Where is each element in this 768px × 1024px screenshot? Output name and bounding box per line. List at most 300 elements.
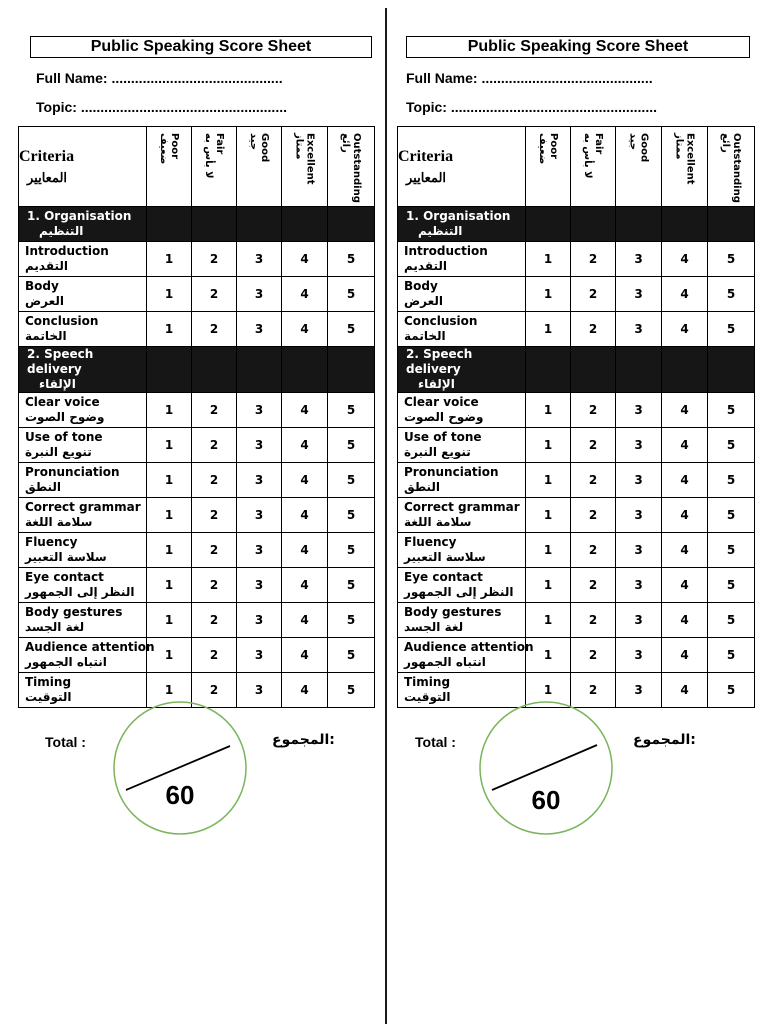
rating-label-ar: لا بأس به: [203, 133, 214, 179]
criterion-label-ar: التقديم: [404, 259, 448, 273]
score-option[interactable]: 2: [192, 603, 237, 638]
criterion-label-en: Pronunciation: [404, 465, 499, 479]
score-option[interactable]: 5: [328, 603, 375, 638]
criterion-label-en: Body gestures: [404, 605, 502, 619]
score-option[interactable]: 3: [616, 568, 662, 603]
score-option[interactable]: 3: [237, 568, 282, 603]
rating-label-en: Poor: [548, 133, 559, 160]
section-blank-cell: [192, 207, 237, 242]
score-option[interactable]: 4: [662, 603, 708, 638]
criterion-label-ar: العرض: [404, 294, 443, 308]
criteria-header: [19, 127, 147, 207]
score-option[interactable]: 1: [147, 568, 192, 603]
score-option[interactable]: 4: [282, 498, 328, 533]
criterion-row: [19, 603, 375, 638]
section-blank-cell: [237, 347, 282, 393]
section-title: [19, 207, 147, 242]
criterion-row: [398, 312, 755, 347]
score-option[interactable]: 5: [708, 533, 755, 568]
criterion-label-ar: الخاتمة: [25, 329, 67, 343]
score-option[interactable]: 4: [662, 498, 708, 533]
score-option[interactable]: 5: [328, 638, 375, 673]
criterion-label: [398, 463, 526, 498]
score-option[interactable]: 3: [616, 638, 662, 673]
total-score-circle[interactable]: [478, 700, 614, 836]
criterion-label-en: Eye contact: [25, 570, 104, 584]
score-option[interactable]: 3: [237, 463, 282, 498]
page-divider: [385, 8, 387, 1024]
section-blank-cell: [237, 207, 282, 242]
criterion-label: [19, 603, 147, 638]
score-option[interactable]: 5: [708, 638, 755, 673]
score-option[interactable]: 1: [526, 638, 571, 673]
criterion-label: [19, 498, 147, 533]
score-sheet-right: [388, 0, 768, 1024]
criterion-row: [398, 638, 755, 673]
score-option[interactable]: 4: [662, 638, 708, 673]
section-blank-cell: [662, 207, 708, 242]
score-option[interactable]: 5: [328, 277, 375, 312]
rating-label-en: Poor: [169, 133, 180, 160]
score-option[interactable]: 2: [571, 242, 616, 277]
rating-label-en: Fair: [214, 133, 225, 155]
criterion-label-ar: انتباه الجمهور: [25, 655, 107, 669]
score-option[interactable]: 2: [192, 568, 237, 603]
criterion-label-en: Use of tone: [404, 430, 482, 444]
criterion-row: [398, 242, 755, 277]
rating-header-poor: [526, 127, 571, 207]
score-option[interactable]: 1: [147, 312, 192, 347]
section-row: [19, 207, 375, 242]
criterion-label-en: Pronunciation: [25, 465, 120, 479]
score-option[interactable]: 2: [571, 498, 616, 533]
score-option[interactable]: 5: [708, 603, 755, 638]
score-option[interactable]: 2: [571, 312, 616, 347]
score-option[interactable]: 4: [662, 533, 708, 568]
rating-header-good: [616, 127, 662, 207]
total-label: Total :: [45, 734, 86, 750]
section-title-en: 2. Speech delivery: [27, 347, 94, 376]
score-option[interactable]: 1: [147, 428, 192, 463]
total-label-ar: المجموع:: [272, 732, 335, 748]
score-option[interactable]: 3: [616, 603, 662, 638]
score-option[interactable]: 4: [662, 673, 708, 708]
rating-label-ar: ممتاز: [293, 133, 305, 160]
criterion-label-en: Timing: [25, 675, 72, 689]
score-option[interactable]: 1: [147, 673, 192, 708]
criterion-label-ar: الخاتمة: [404, 329, 446, 343]
criterion-row: [398, 277, 755, 312]
criterion-label-ar: انتباه الجمهور: [404, 655, 486, 669]
criteria-header-ar: المعايير: [27, 169, 68, 185]
score-option[interactable]: 4: [282, 242, 328, 277]
score-option[interactable]: 2: [192, 393, 237, 428]
table-header-row: [398, 127, 755, 207]
rating-label-ar: ضعيف: [537, 133, 548, 165]
score-option[interactable]: 3: [237, 242, 282, 277]
criterion-label-ar: التقديم: [25, 259, 69, 273]
score-option[interactable]: 1: [526, 498, 571, 533]
score-option[interactable]: 3: [237, 393, 282, 428]
criterion-label-en: Introduction: [404, 244, 488, 258]
score-option[interactable]: 1: [526, 673, 571, 708]
section-blank-cell: [571, 347, 616, 393]
score-option[interactable]: 5: [708, 498, 755, 533]
score-option[interactable]: 4: [662, 393, 708, 428]
criteria-header-en: Criteria: [19, 147, 75, 165]
criterion-label-en: Audience attention: [25, 640, 155, 654]
score-option[interactable]: 1: [526, 533, 571, 568]
score-option[interactable]: 5: [708, 393, 755, 428]
score-option[interactable]: 3: [616, 277, 662, 312]
score-option[interactable]: 3: [616, 463, 662, 498]
criterion-row: [19, 312, 375, 347]
criterion-label: [19, 312, 147, 347]
score-option[interactable]: 5: [328, 673, 375, 708]
criteria-table: [397, 126, 755, 708]
section-blank-cell: [708, 207, 755, 242]
criterion-label-ar: تنويع النبرة: [404, 445, 471, 459]
score-option[interactable]: 5: [708, 242, 755, 277]
score-option[interactable]: 3: [616, 673, 662, 708]
criterion-row: [398, 603, 755, 638]
score-option[interactable]: 1: [526, 277, 571, 312]
score-option[interactable]: 3: [616, 428, 662, 463]
score-option[interactable]: 4: [662, 463, 708, 498]
sheet-title: Public Speaking Score Sheet: [406, 36, 750, 58]
section-title-en: 2. Speech delivery: [406, 347, 473, 376]
rating-label-en: Good: [638, 133, 650, 163]
score-option[interactable]: 1: [147, 498, 192, 533]
rating-header-excellent: [282, 127, 328, 207]
criterion-label-ar: العرض: [25, 294, 64, 308]
criterion-label-en: Conclusion: [25, 314, 99, 328]
score-option[interactable]: 3: [616, 498, 662, 533]
section-blank-cell: [147, 207, 192, 242]
score-option[interactable]: 4: [282, 463, 328, 498]
criterion-label: [19, 533, 147, 568]
criteria-header-en: Criteria: [398, 147, 454, 165]
score-option[interactable]: 2: [571, 603, 616, 638]
rating-header-fair: [571, 127, 616, 207]
total-score-svg: [478, 700, 614, 836]
score-option[interactable]: 4: [282, 428, 328, 463]
criterion-label: [398, 533, 526, 568]
total-label-ar: المجموع:: [633, 732, 696, 748]
criterion-label: [398, 638, 534, 673]
criterion-row: [19, 463, 375, 498]
criterion-label: [398, 277, 526, 312]
rating-label-en: Excellent: [304, 133, 316, 185]
score-option[interactable]: 2: [571, 533, 616, 568]
score-option[interactable]: 2: [571, 673, 616, 708]
criterion-label: [19, 428, 147, 463]
section-row: [398, 207, 755, 242]
score-option[interactable]: 4: [282, 673, 328, 708]
score-option[interactable]: 5: [328, 428, 375, 463]
rating-label-ar: جيد: [627, 133, 639, 151]
score-option[interactable]: 4: [282, 568, 328, 603]
criterion-row: [398, 463, 755, 498]
criterion-label: [398, 568, 526, 603]
criterion-label-ar: وضوح الصوت: [25, 410, 105, 424]
score-option[interactable]: 4: [662, 242, 708, 277]
score-option[interactable]: 1: [526, 312, 571, 347]
score-option[interactable]: 3: [237, 673, 282, 708]
rating-label-en: Excellent: [684, 133, 696, 185]
score-option[interactable]: 3: [616, 393, 662, 428]
criterion-row: [19, 568, 375, 603]
rating-label-ar: جيد: [248, 133, 259, 151]
criterion-label-ar: لغة الجسد: [25, 620, 85, 634]
score-option[interactable]: 5: [708, 277, 755, 312]
score-option[interactable]: 5: [708, 673, 755, 708]
full-name-field[interactable]: Full Name: ............................................: [36, 70, 283, 86]
score-option[interactable]: 3: [237, 312, 282, 347]
score-option[interactable]: 4: [282, 393, 328, 428]
criterion-row: [19, 242, 375, 277]
rating-label-ar: لا بأس به: [582, 133, 593, 179]
rating-label-en: Outstanding: [731, 133, 742, 203]
section-title-ar: التنظيم: [418, 224, 463, 238]
score-option[interactable]: 1: [147, 393, 192, 428]
section-title-ar: الإلقاء: [418, 377, 455, 391]
rating-header-excellent: [662, 127, 708, 207]
criterion-row: [19, 638, 375, 673]
score-option[interactable]: 3: [237, 428, 282, 463]
score-option[interactable]: 1: [526, 242, 571, 277]
score-option[interactable]: 1: [147, 603, 192, 638]
criterion-label-en: Fluency: [404, 535, 457, 549]
rating-label-ar: ممتاز: [673, 133, 685, 160]
score-option[interactable]: 4: [282, 277, 328, 312]
section-row: [398, 347, 755, 393]
total-max-value: 60: [165, 780, 195, 810]
rating-label-ar: رائع: [720, 133, 731, 153]
score-option[interactable]: 5: [708, 428, 755, 463]
score-option[interactable]: 2: [192, 428, 237, 463]
score-option[interactable]: 2: [192, 277, 237, 312]
score-option[interactable]: 5: [328, 533, 375, 568]
score-option[interactable]: 2: [571, 638, 616, 673]
criterion-label-ar: تنويع النبرة: [25, 445, 92, 459]
total-score-svg: [112, 700, 248, 836]
criterion-row: [19, 498, 375, 533]
section-blank-cell: [192, 347, 237, 393]
score-option[interactable]: 2: [571, 463, 616, 498]
score-option[interactable]: 2: [192, 242, 237, 277]
section-blank-cell: [571, 207, 616, 242]
score-option[interactable]: 2: [192, 638, 237, 673]
score-option[interactable]: 3: [237, 498, 282, 533]
score-option[interactable]: 4: [282, 533, 328, 568]
criterion-row: [398, 568, 755, 603]
score-option[interactable]: 1: [147, 533, 192, 568]
score-option[interactable]: 2: [571, 568, 616, 603]
score-option[interactable]: 1: [526, 393, 571, 428]
criterion-label: [398, 428, 526, 463]
score-option[interactable]: 5: [328, 393, 375, 428]
criterion-label: [19, 393, 147, 428]
score-option[interactable]: 5: [328, 312, 375, 347]
score-option[interactable]: 4: [282, 312, 328, 347]
criterion-label-en: Body: [25, 279, 59, 293]
total-label: Total :: [415, 734, 456, 750]
section-blank-cell: [147, 347, 192, 393]
criterion-label-ar: النظر إلى الجمهور: [404, 585, 514, 599]
rating-label-en: Good: [259, 133, 270, 163]
total-max-value: 60: [531, 785, 561, 815]
rating-header-good: [237, 127, 282, 207]
criterion-row: [398, 393, 755, 428]
score-option[interactable]: 3: [616, 242, 662, 277]
score-option[interactable]: 2: [571, 428, 616, 463]
criteria-header: [398, 127, 526, 207]
section-blank-cell: [526, 347, 571, 393]
section-title: [398, 347, 526, 393]
criterion-label-ar: لغة الجسد: [404, 620, 464, 634]
criterion-label-en: Eye contact: [404, 570, 483, 584]
score-option[interactable]: 4: [662, 568, 708, 603]
score-option[interactable]: 2: [192, 533, 237, 568]
full-name-field[interactable]: Full Name: ............................................: [406, 70, 653, 86]
section-blank-cell: [526, 207, 571, 242]
score-option[interactable]: 5: [328, 498, 375, 533]
criterion-label: [398, 312, 526, 347]
score-option[interactable]: 1: [147, 277, 192, 312]
section-blank-cell: [708, 347, 755, 393]
criterion-label-en: Correct grammar: [404, 500, 520, 514]
section-blank-cell: [328, 347, 375, 393]
sheet-title: Public Speaking Score Sheet: [30, 36, 372, 58]
criterion-label: [398, 498, 526, 533]
score-option[interactable]: 4: [282, 603, 328, 638]
criterion-label-en: Use of tone: [25, 430, 103, 444]
criterion-label-ar: النطق: [25, 480, 62, 494]
score-option[interactable]: 3: [616, 312, 662, 347]
score-option[interactable]: 3: [237, 277, 282, 312]
section-title-en: 1. Organisation: [27, 209, 132, 223]
section-blank-cell: [616, 347, 662, 393]
criterion-label-ar: وضوح الصوت: [404, 410, 484, 424]
criterion-row: [19, 533, 375, 568]
criteria-table: [18, 126, 375, 708]
section-blank-cell: [328, 207, 375, 242]
criterion-label-ar: التوقيت: [404, 690, 451, 704]
criterion-label: [19, 242, 147, 277]
rating-header-outstanding: [708, 127, 755, 207]
section-blank-cell: [662, 347, 708, 393]
score-option[interactable]: 4: [662, 312, 708, 347]
criterion-label-en: Timing: [404, 675, 451, 689]
score-option[interactable]: 5: [708, 463, 755, 498]
criterion-row: [19, 428, 375, 463]
criterion-label-en: Clear voice: [404, 395, 479, 409]
criterion-row: [398, 428, 755, 463]
criterion-label-en: Correct grammar: [25, 500, 141, 514]
rating-label-ar: ضعيف: [158, 133, 169, 165]
criterion-label-ar: سلاسة التعبير: [404, 550, 486, 564]
score-option[interactable]: 5: [708, 312, 755, 347]
score-option[interactable]: 1: [147, 242, 192, 277]
score-option[interactable]: 1: [147, 638, 192, 673]
criterion-row: [19, 393, 375, 428]
criterion-label: [398, 242, 526, 277]
rating-label-en: Outstanding: [351, 133, 362, 203]
criterion-row: [19, 277, 375, 312]
criterion-label-en: Conclusion: [404, 314, 478, 328]
score-option[interactable]: 1: [147, 463, 192, 498]
score-option[interactable]: 4: [282, 638, 328, 673]
section-title: [19, 347, 147, 393]
score-option[interactable]: 5: [708, 568, 755, 603]
topic-field[interactable]: Topic: .....................................................: [406, 99, 657, 115]
score-option[interactable]: 3: [237, 638, 282, 673]
score-option[interactable]: 1: [526, 463, 571, 498]
criterion-row: [398, 498, 755, 533]
criterion-label-en: Introduction: [25, 244, 109, 258]
rating-header-poor: [147, 127, 192, 207]
section-title: [398, 207, 526, 242]
criterion-label-ar: سلامة اللغة: [25, 515, 93, 529]
score-option[interactable]: 3: [237, 603, 282, 638]
score-option[interactable]: 5: [328, 463, 375, 498]
criterion-label: [19, 463, 147, 498]
score-option[interactable]: 3: [616, 533, 662, 568]
score-option[interactable]: 1: [526, 428, 571, 463]
score-option[interactable]: 2: [571, 277, 616, 312]
section-row: [19, 347, 375, 393]
score-option[interactable]: 2: [192, 463, 237, 498]
score-option[interactable]: 2: [571, 393, 616, 428]
criterion-label: [398, 393, 526, 428]
rating-header-outstanding: [328, 127, 375, 207]
total-score-circle[interactable]: [112, 700, 248, 836]
score-option[interactable]: 2: [192, 312, 237, 347]
score-option[interactable]: 5: [328, 568, 375, 603]
criteria-header-ar: المعايير: [406, 169, 447, 185]
criterion-row: [398, 533, 755, 568]
criterion-label-ar: سلاسة التعبير: [25, 550, 107, 564]
criterion-label-ar: التوقيت: [25, 690, 72, 704]
score-option[interactable]: 4: [662, 428, 708, 463]
score-sheet-left: [0, 0, 380, 1024]
section-title-ar: التنظيم: [39, 224, 84, 238]
section-blank-cell: [282, 347, 328, 393]
score-option[interactable]: 2: [192, 498, 237, 533]
criterion-label-ar: سلامة اللغة: [404, 515, 472, 529]
criterion-label-ar: النطق: [404, 480, 441, 494]
score-option[interactable]: 2: [192, 673, 237, 708]
criterion-label-en: Body: [404, 279, 438, 293]
criterion-label-en: Clear voice: [25, 395, 100, 409]
table-header-row: [19, 127, 375, 207]
section-blank-cell: [282, 207, 328, 242]
score-option[interactable]: 3: [237, 533, 282, 568]
score-option[interactable]: 1: [526, 568, 571, 603]
rating-header-fair: [192, 127, 237, 207]
score-option[interactable]: 5: [328, 242, 375, 277]
topic-field[interactable]: Topic: .....................................................: [36, 99, 287, 115]
criterion-label: [19, 277, 147, 312]
score-option[interactable]: 1: [526, 603, 571, 638]
criterion-label-en: Body gestures: [25, 605, 123, 619]
criterion-label-en: Fluency: [25, 535, 78, 549]
criterion-label: [19, 638, 155, 673]
score-option[interactable]: 4: [662, 277, 708, 312]
criterion-label-en: Audience attention: [404, 640, 534, 654]
criterion-label-ar: النظر إلى الجمهور: [25, 585, 135, 599]
